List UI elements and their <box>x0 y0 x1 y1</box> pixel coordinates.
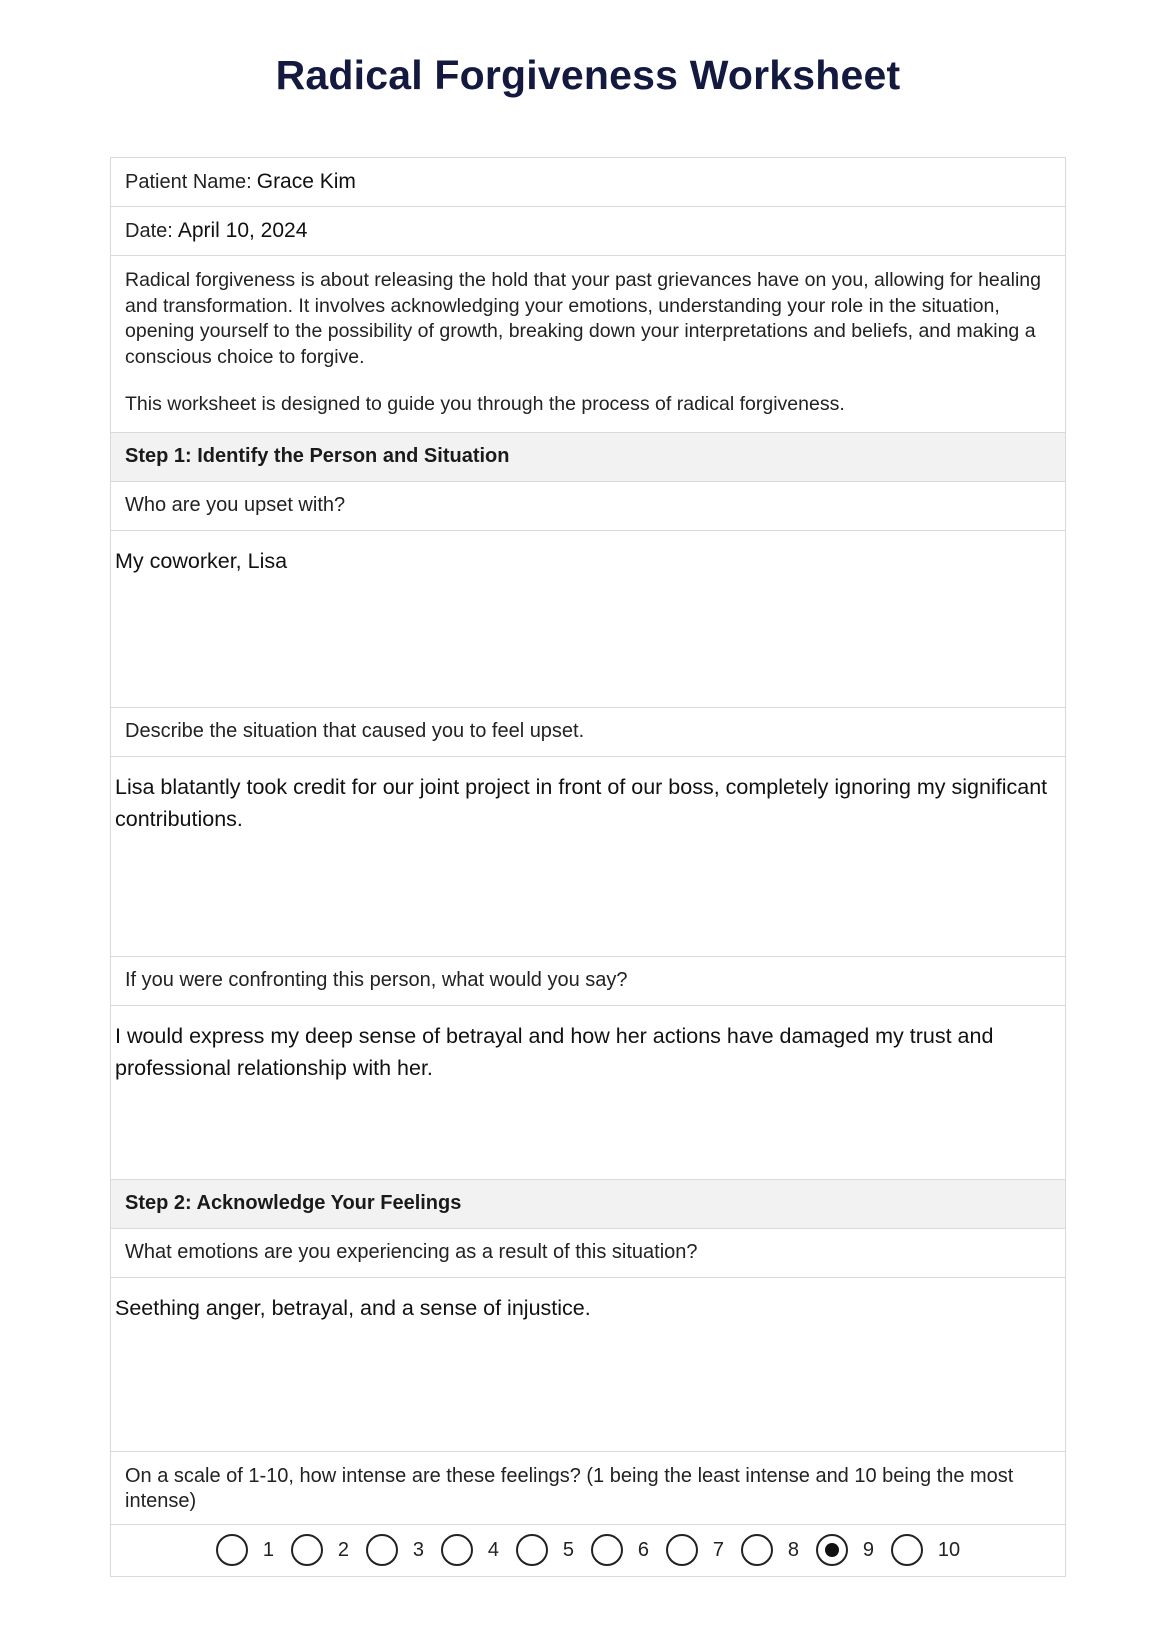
intensity-option-label: 4 <box>487 1538 499 1561</box>
answer-confront[interactable]: I would express my deep sense of betrayal and how her actions have damaged my trust and professional relationship with her. <box>111 1006 1065 1180</box>
radio-empty-icon[interactable] <box>291 1534 323 1566</box>
date-field[interactable]: April 10, 2024 <box>177 219 308 242</box>
intensity-option-label: 2 <box>337 1538 349 1561</box>
intensity-option-label: 6 <box>637 1538 649 1561</box>
intensity-option[interactable] <box>666 1534 725 1566</box>
patient-name-row <box>111 158 1065 207</box>
intensity-option[interactable] <box>366 1534 425 1566</box>
intensity-option[interactable] <box>816 1534 875 1566</box>
intensity-option-label: 3 <box>412 1538 424 1561</box>
intensity-option-label: 7 <box>712 1538 724 1561</box>
radio-empty-icon[interactable] <box>891 1534 923 1566</box>
answer-who-upset[interactable]: My coworker, Lisa <box>111 531 1065 708</box>
step2-heading: Step 2: Acknowledge Your Feelings <box>111 1180 1065 1229</box>
intensity-option[interactable] <box>591 1534 650 1566</box>
intensity-option-label: 9 <box>862 1538 874 1561</box>
intensity-scale <box>111 1525 1065 1576</box>
question-emotions: What emotions are you experiencing as a result of this situation? <box>111 1229 1065 1278</box>
intensity-option[interactable] <box>291 1534 350 1566</box>
answer-emotions[interactable]: Seething anger, betrayal, and a sense of injustice. <box>111 1278 1065 1452</box>
date-label: Date: <box>125 219 173 242</box>
radio-selected-icon[interactable] <box>816 1534 848 1566</box>
radio-empty-icon[interactable] <box>366 1534 398 1566</box>
radio-dot-icon <box>825 1543 839 1557</box>
question-situation: Describe the situation that caused you to feel upset. <box>111 708 1065 757</box>
radio-empty-icon[interactable] <box>741 1534 773 1566</box>
page-title: Radical Forgiveness Worksheet <box>275 52 901 98</box>
radio-empty-icon[interactable] <box>516 1534 548 1566</box>
date-row <box>111 207 1065 256</box>
patient-name-field[interactable]: Grace Kim <box>256 170 356 193</box>
intro-paragraph: Radical forgiveness is about releasing the hold that your past grievances have on you, allowing for healing and transformation. It involves acknowledging your emotions, understanding your role in the situation, opening yourself to the possibility of growth, breaking down your interpretations and beliefs, and making a conscious choice to forgive. <box>125 269 1041 368</box>
intensity-option-label: 10 <box>937 1538 961 1561</box>
step1-heading: Step 1: Identify the Person and Situation <box>111 433 1065 482</box>
answer-situation[interactable]: Lisa blatantly took credit for our joint project in front of our boss, completely ignoring my significant contributions. <box>111 757 1065 957</box>
intensity-option[interactable] <box>441 1534 500 1566</box>
intro-text <box>111 256 1065 433</box>
intensity-option[interactable] <box>891 1534 960 1566</box>
radio-empty-icon[interactable] <box>666 1534 698 1566</box>
intensity-option-label: 5 <box>562 1538 574 1561</box>
intensity-option-label: 1 <box>262 1538 274 1561</box>
question-who-upset: Who are you upset with? <box>111 482 1065 531</box>
worksheet-form <box>110 157 1066 1577</box>
patient-name-label: Patient Name: <box>125 170 252 193</box>
question-confront: If you were confronting this person, what would you say? <box>111 957 1065 1006</box>
intensity-option-label: 8 <box>787 1538 799 1561</box>
intensity-option[interactable] <box>741 1534 800 1566</box>
radio-empty-icon[interactable] <box>591 1534 623 1566</box>
radio-empty-icon[interactable] <box>216 1534 248 1566</box>
question-intensity: On a scale of 1-10, how intense are these feelings? (1 being the least intense and 10 being the most intense) <box>111 1452 1065 1525</box>
intensity-option[interactable] <box>216 1534 275 1566</box>
radio-empty-icon[interactable] <box>441 1534 473 1566</box>
intro-paragraph: This worksheet is designed to guide you through the process of radical forgiveness. <box>125 393 845 415</box>
intensity-option[interactable] <box>516 1534 575 1566</box>
